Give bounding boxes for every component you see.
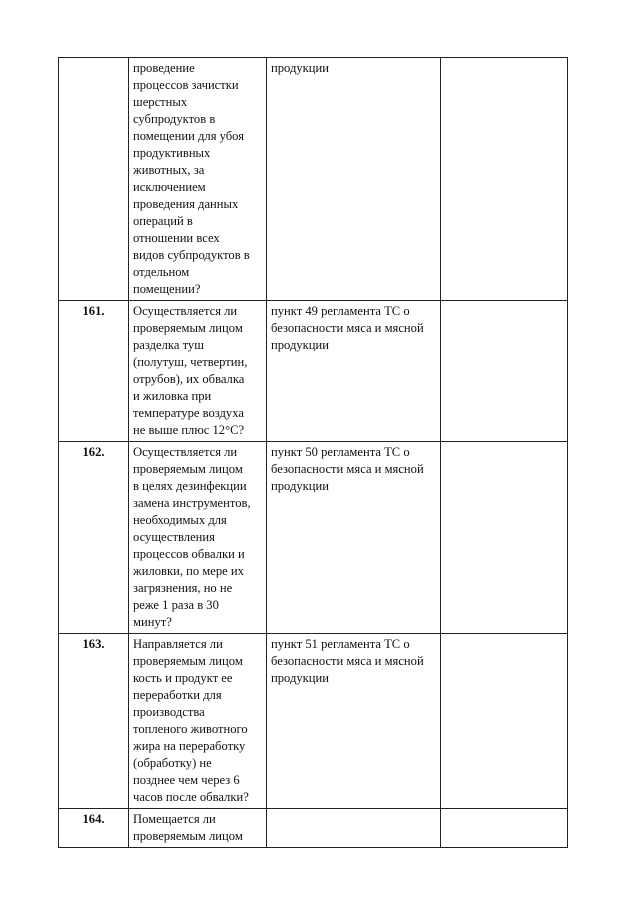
requirement-question-cell: проведение процессов зачистки шерстных субпродуктов в помещении для убоя продуктивных животных, за исключением проведения данных операций в отношении всех видов субпродуктов в отдельном помещении? xyxy=(129,58,267,301)
item-number-cell: 163. xyxy=(59,634,129,809)
legal-reference-cell xyxy=(267,809,441,848)
answer-cell xyxy=(441,442,568,634)
table-row xyxy=(59,442,568,634)
table-row xyxy=(59,58,568,301)
legal-reference-cell: пункт 50 регламента ТС о безопасности мяса и мясной продукции xyxy=(267,442,441,634)
answer-cell xyxy=(441,809,568,848)
requirement-question-cell: Направляется ли проверяемым лицом кость и продукт ее переработки для производства топленого животного жира на переработку (обработку) не позднее чем через 6 часов после обвалки? xyxy=(129,634,267,809)
legal-reference-cell: пункт 51 регламента ТС о безопасности мяса и мясной продукции xyxy=(267,634,441,809)
answer-cell xyxy=(441,301,568,442)
answer-cell xyxy=(441,58,568,301)
table-row xyxy=(59,301,568,442)
requirement-question-cell: Осуществляется ли проверяемым лицом разделка туш (полутуш, четвертин, отрубов), их обвалка и жиловка при температуре воздуха не выше плюс 12°C? xyxy=(129,301,267,442)
table-row xyxy=(59,634,568,809)
requirement-question-cell: Помещается ли проверяемым лицом xyxy=(129,809,267,848)
item-number-cell xyxy=(59,58,129,301)
table-row xyxy=(59,809,568,848)
checklist-table xyxy=(58,57,568,848)
requirement-question-cell: Осуществляется ли проверяемым лицом в целях дезинфекции замена инструментов, необходимых для осуществления процессов обвалки и жиловки, по мере их загрязнения, но не реже 1 раза в 30 минут? xyxy=(129,442,267,634)
legal-reference-cell: продукции xyxy=(267,58,441,301)
answer-cell xyxy=(441,634,568,809)
item-number-cell: 164. xyxy=(59,809,129,848)
legal-reference-cell: пункт 49 регламента ТС о безопасности мяса и мясной продукции xyxy=(267,301,441,442)
document-page xyxy=(58,57,567,848)
item-number-cell: 162. xyxy=(59,442,129,634)
item-number-cell: 161. xyxy=(59,301,129,442)
